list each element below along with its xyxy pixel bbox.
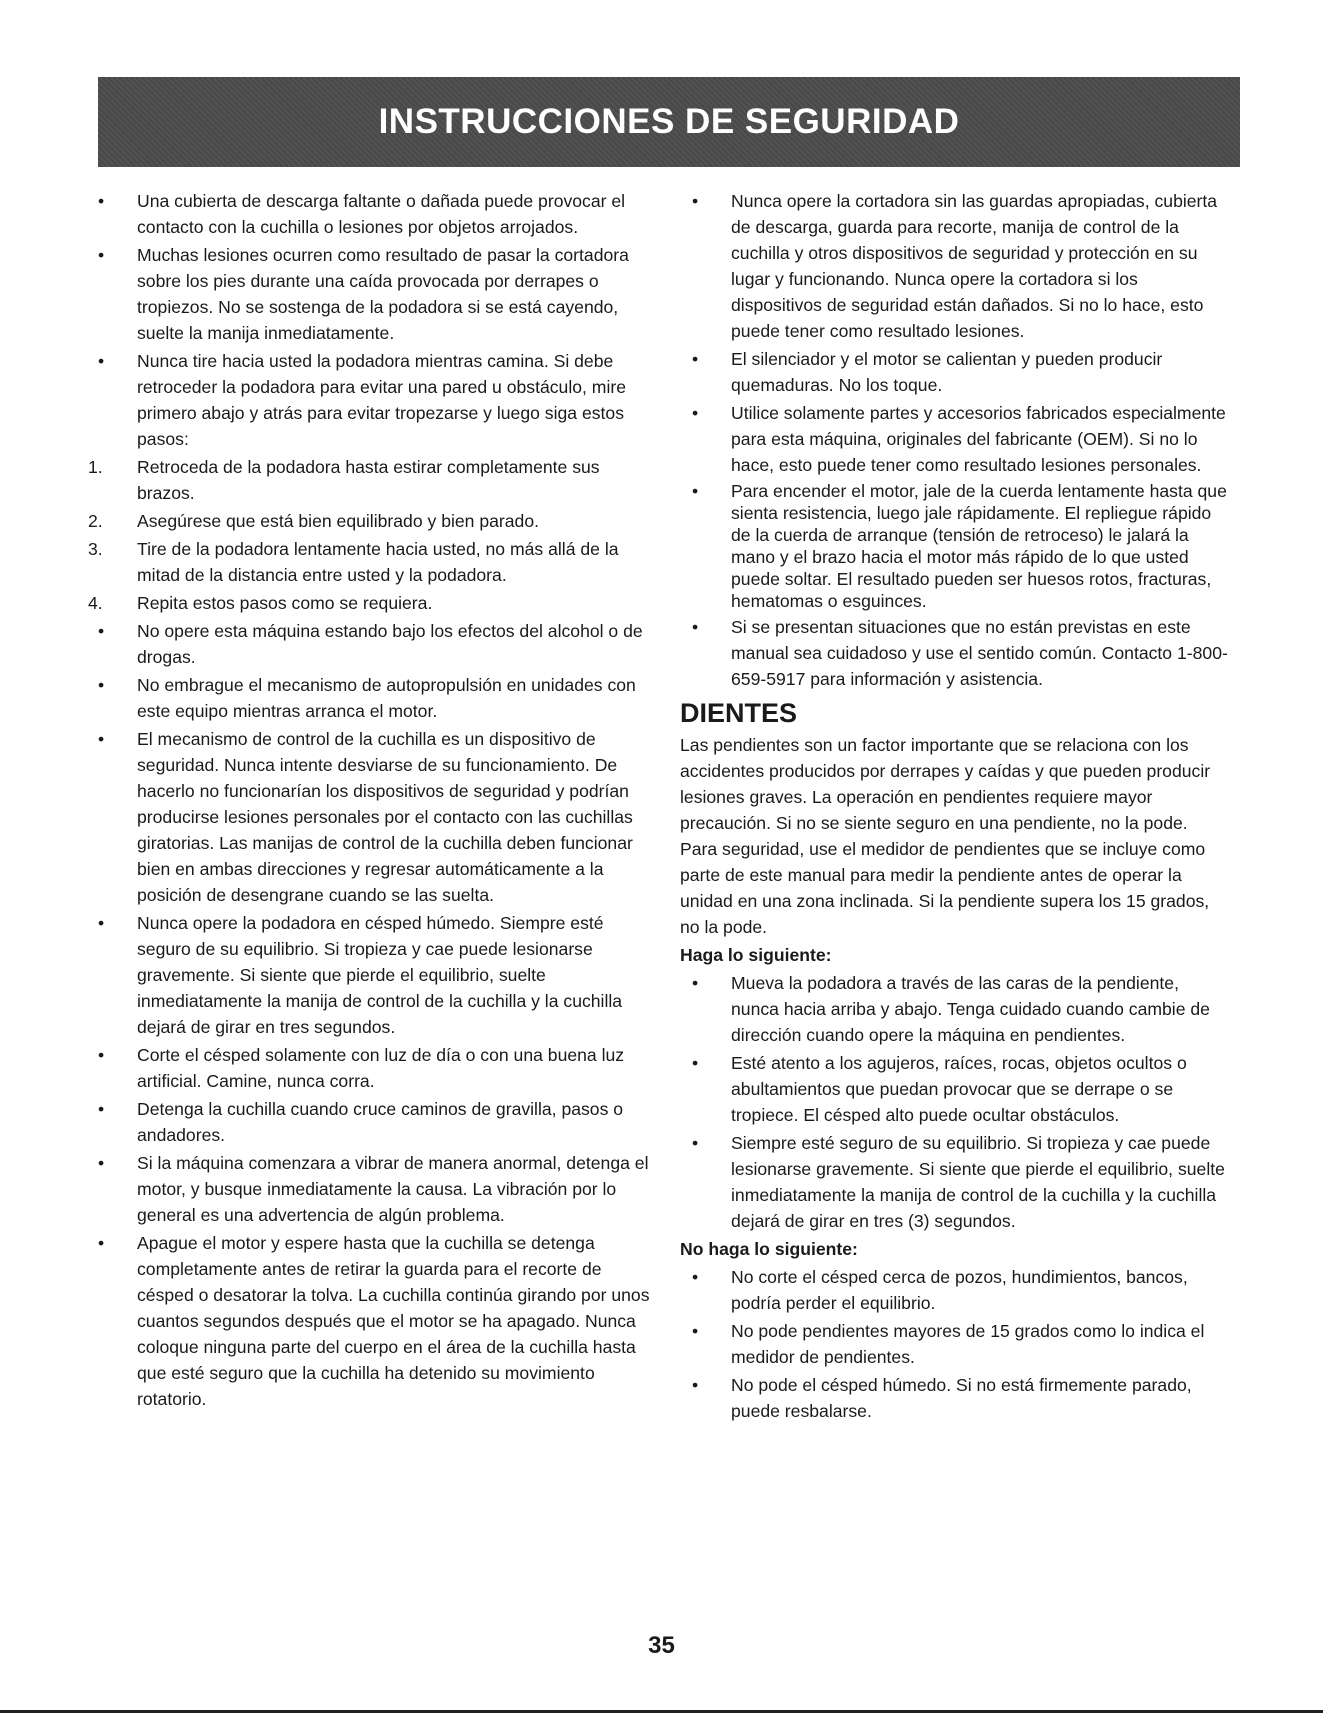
list-marker: • <box>692 481 699 501</box>
list-item-text: El silenciador y el motor se calientan y pueden producir quemaduras. No los toque. <box>731 349 1163 395</box>
list-item-text: Siempre esté seguro de su equilibrio. Si tropieza y cae puede lesionarse gravemente. Si siente que pierde el equilibrio, suelte inmediatamente la manija de control de la cuchilla y la cuchilla dejará de girar en tres (3) segundos. <box>731 1133 1225 1231</box>
list-marker: • <box>98 621 105 641</box>
list-item <box>88 348 662 452</box>
list-item <box>682 480 1228 612</box>
list-marker: • <box>98 913 105 933</box>
list-item-text: Nunca tire hacia usted la podadora mientras camina. Si debe retroceder la podadora para evitar una pared u obstáculo, mire primero abajo y atrás para evitar tropezarse y luego siga estos pasos: <box>137 351 627 449</box>
list-item-text: Detenga la cuchilla cuando cruce caminos de gravilla, pasos o andadores. <box>137 1099 624 1145</box>
list-item-text: Retroceda de la podadora hasta estirar completamente sus brazos. <box>137 457 600 503</box>
list-item-text: Apague el motor y espere hasta que la cuchilla se detenga completamente antes de retirar la guarda para el recorte de césped o desatorar la tolva. La cuchilla continúa girando por unos cuantos segundos después que el motor se ha apagado. Nunca coloque ninguna parte del cuerpo en el área de la cuchilla hasta que esté seguro que la cuchilla ha detenido su movimiento rotatorio. <box>137 1233 650 1409</box>
list-marker: • <box>98 1233 105 1253</box>
list-item-text: No pode pendientes mayores de 15 grados como lo indica el medidor de pendientes. <box>731 1321 1205 1367</box>
right-column <box>680 188 1228 1426</box>
list-item <box>682 1264 1228 1316</box>
list-marker: • <box>692 973 699 993</box>
list-marker: 2. <box>88 511 103 531</box>
list-item-text: Muchas lesiones ocurren como resultado de pasar la cortadora sobre los pies durante una caída provocada por derrapes o tropiezos. No se sostenga de la podadora si se está cayendo, suelte la manija inmediatamente. <box>137 245 629 343</box>
list-marker: • <box>98 675 105 695</box>
list-marker: • <box>692 1267 699 1287</box>
list-item <box>682 400 1228 478</box>
list-item <box>88 454 662 506</box>
left-column <box>88 188 662 1414</box>
list-item <box>682 970 1228 1048</box>
list-item <box>88 618 662 670</box>
list-item <box>88 508 662 534</box>
list-item-text: No corte el césped cerca de pozos, hundimientos, bancos, podría perder el equilibrio. <box>731 1267 1188 1313</box>
list-item-text: Una cubierta de descarga faltante o dañada puede provocar el contacto con la cuchilla o lesiones por objetos arrojados. <box>137 191 626 237</box>
list-marker: • <box>692 1321 699 1341</box>
list-item <box>88 1042 662 1094</box>
page-number: 35 <box>648 1632 675 1659</box>
list-item-text: Corte el césped solamente con luz de día o con una buena luz artificial. Camine, nunca corra. <box>137 1045 625 1091</box>
list-marker: • <box>692 403 699 423</box>
list-marker: • <box>692 191 699 211</box>
list-item-text: No embrague el mecanismo de autopropulsión en unidades con este equipo mientras arranca el motor. <box>137 675 636 721</box>
left-safety-list <box>88 188 662 1412</box>
list-item-text: No pode el césped húmedo. Si no está firmemente parado, puede resbalarse. <box>731 1375 1192 1421</box>
list-marker: • <box>692 349 699 369</box>
list-item-text: Esté atento a los agujeros, raíces, rocas, objetos ocultos o abultamientos que puedan provocar que se derrape o se tropiece. El césped alto puede ocultar obstáculos. <box>731 1053 1187 1125</box>
list-item <box>682 1130 1228 1234</box>
list-marker: • <box>98 191 105 211</box>
list-item <box>88 672 662 724</box>
do-list <box>680 970 1228 1234</box>
list-marker: • <box>98 245 105 265</box>
list-marker: • <box>692 1053 699 1073</box>
list-item-text: Nunca opere la podadora en césped húmedo. Siempre esté seguro de su equilibrio. Si tropieza y cae puede lesionarse gravemente. Si siente que pierde el equilibrio, suelte inmediatamente la manija de control de la cuchilla y la cuchilla dejará de girar en tres segundos. <box>137 913 623 1037</box>
list-item-text: Mueva la podadora a través de las caras de la pendiente, nunca hacia arriba y abajo. Tenga cuidado cuando cambie de dirección cuando opere la máquina en pendientes. <box>731 973 1210 1045</box>
list-item <box>88 242 662 346</box>
list-item <box>88 910 662 1040</box>
list-item <box>88 1150 662 1228</box>
section-paragraph: Las pendientes son un factor importante que se relaciona con los accidentes producidos por derrapes y caídas y que pueden producir lesiones graves. La operación en pendientes requiere mayor precaución. Si no se siente seguro en una pendiente, no la pode. Para seguridad, use el medidor de pendientes que se incluye como parte de este manual para medir la pendiente antes de operar la unidad en una zona inclinada. Si la pendiente supera los 15 grados, no la pode. <box>680 735 1211 937</box>
list-marker: • <box>98 351 105 371</box>
list-marker: 3. <box>88 539 103 559</box>
list-item <box>682 346 1228 398</box>
section-heading: DIENTES <box>680 698 798 728</box>
list-item-text: El mecanismo de control de la cuchilla es un dispositivo de seguridad. Nunca intente desviarse de su funcionamiento. De hacerlo no funcionarían los dispositivos de seguridad y podrían producirse lesiones personales por el contacto con las cuchillas giratorias. Las manijas de control de la cuchilla deben funcionar bien en ambas direcciones y regresar automáticamente a la posición de desengrane cuando se las suelta. <box>137 729 633 905</box>
list-item <box>88 1230 662 1412</box>
dont-list <box>680 1264 1228 1424</box>
list-item-text: Asegúrese que está bien equilibrado y bien parado. <box>137 511 540 531</box>
list-item <box>682 188 1228 344</box>
list-marker: 1. <box>88 457 103 477</box>
list-item <box>682 614 1228 692</box>
list-item <box>88 1096 662 1148</box>
list-marker: • <box>98 729 105 749</box>
list-item-text: Nunca opere la cortadora sin las guardas apropiadas, cubierta de descarga, guarda para recorte, manija de control de la cuchilla y otros dispositivos de seguridad y protección en su lugar y funcionando. Nunca opere la cortadora si los dispositivos de seguridad están dañados. Si no lo hace, esto puede tener como resultado lesiones. <box>731 191 1218 341</box>
dont-heading: No haga lo siguiente: <box>680 1239 858 1259</box>
list-item <box>88 536 662 588</box>
list-item-text: Para encender el motor, jale de la cuerda lentamente hasta que sienta resistencia, luego jale rápidamente. El repliegue rápido de la cuerda de arranque (tensión de retroceso) le jalará la mano y el brazo hacia el motor más rápido de lo que usted puede soltar. El resultado pueden ser huesos rotos, fracturas, hematomas o esguinces. <box>731 481 1227 611</box>
right-safety-list <box>680 188 1228 692</box>
list-item <box>682 1050 1228 1128</box>
list-item-text: Si la máquina comenzara a vibrar de manera anormal, detenga el motor, y busque inmediatamente la causa. La vibración por lo general es una advertencia de algún problema. <box>137 1153 649 1225</box>
bottom-divider <box>0 1710 1323 1713</box>
list-marker: • <box>98 1045 105 1065</box>
list-item <box>682 1318 1228 1370</box>
list-marker: • <box>98 1099 105 1119</box>
list-marker: • <box>692 1133 699 1153</box>
list-marker: • <box>692 617 699 637</box>
list-item-text: Si se presentan situaciones que no están previstas en este manual sea cuidadoso y use el sentido común. Contacto 1-800-659-5917 para información y asistencia. <box>731 617 1228 689</box>
page-title: INSTRUCCIONES DE SEGURIDAD <box>378 102 960 141</box>
list-item-text: No opere esta máquina estando bajo los efectos del alcohol o de drogas. <box>137 621 643 667</box>
section-banner <box>98 77 1240 167</box>
list-item <box>88 188 662 240</box>
list-item-text: Repita estos pasos como se requiera. <box>137 593 433 613</box>
list-marker: • <box>98 1153 105 1173</box>
list-item-text: Utilice solamente partes y accesorios fabricados especialmente para esta máquina, originales del fabricante (OEM). Si no lo hace, esto puede tener como resultado lesiones personales. <box>731 403 1226 475</box>
list-item <box>682 1372 1228 1424</box>
list-item <box>88 590 662 616</box>
list-item-text: Tire de la podadora lentamente hacia usted, no más allá de la mitad de la distancia entre usted y la podadora. <box>137 539 619 585</box>
list-marker: • <box>692 1375 699 1395</box>
list-marker: 4. <box>88 593 103 613</box>
do-heading: Haga lo siguiente: <box>680 945 832 965</box>
list-item <box>88 726 662 908</box>
